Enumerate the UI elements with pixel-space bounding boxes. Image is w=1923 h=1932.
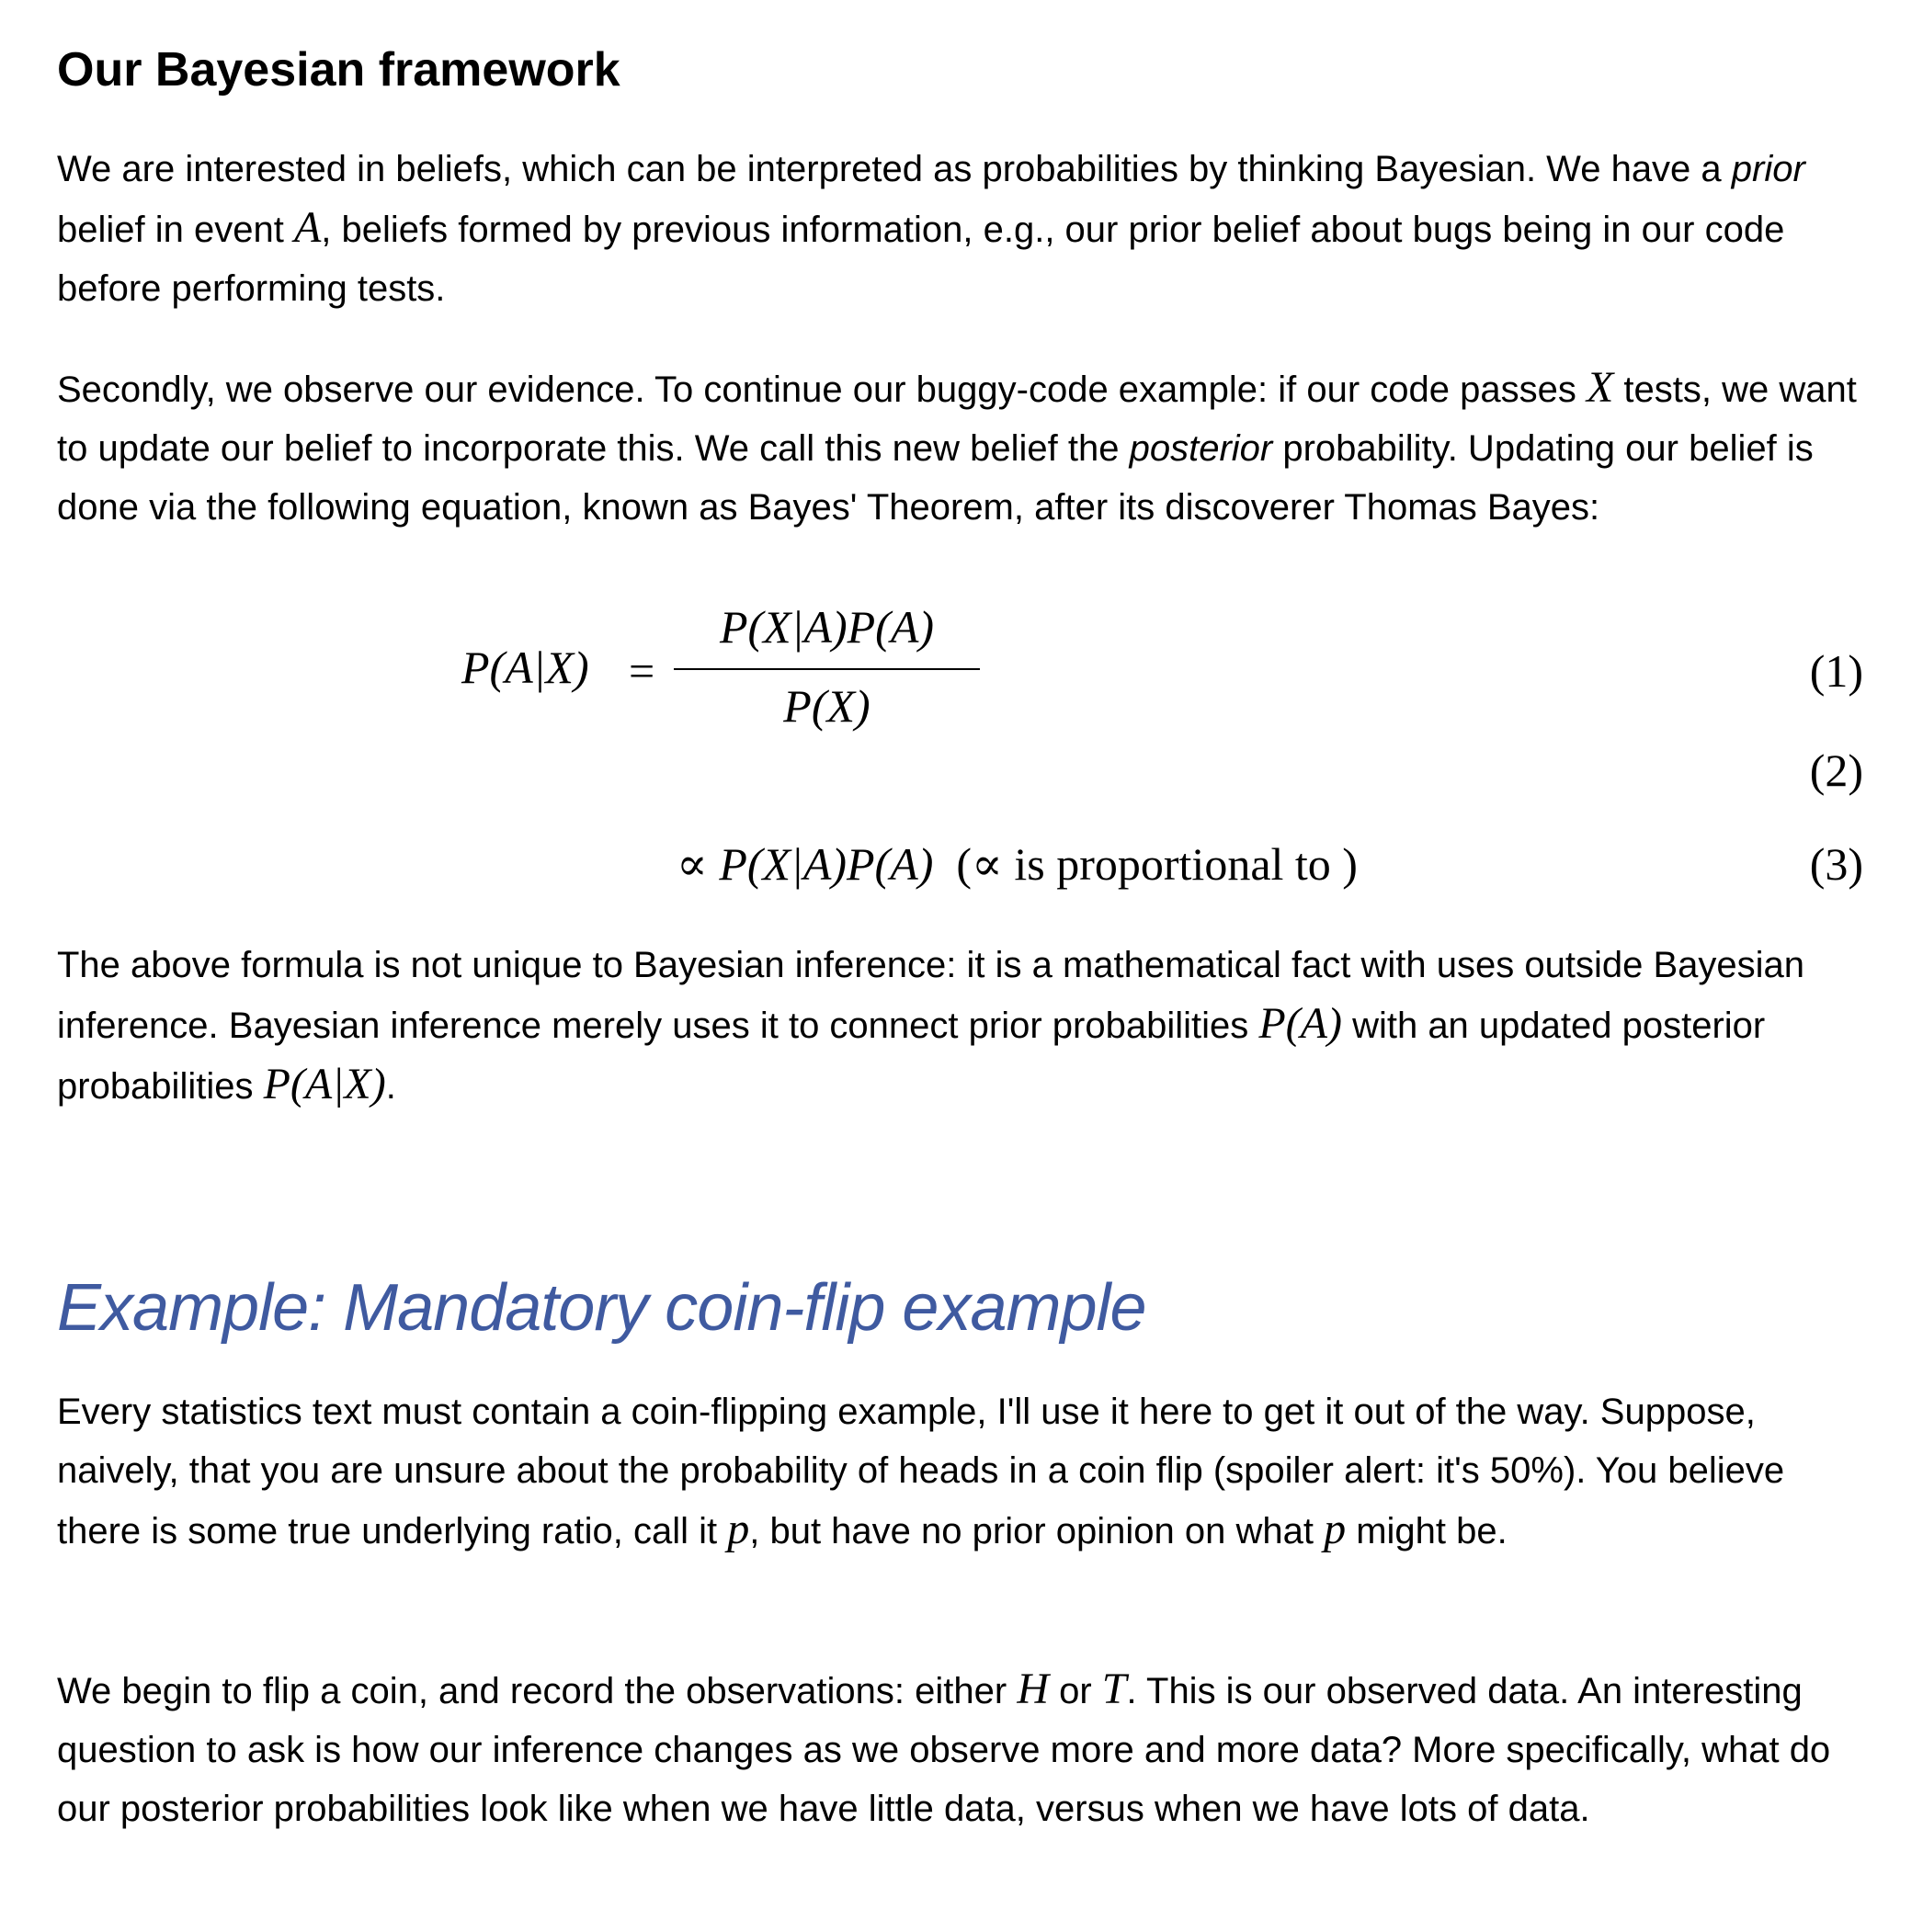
section-heading: Our Bayesian framework	[57, 43, 620, 97]
emphasis-posterior: posterior	[1129, 428, 1273, 469]
paragraph-coin-flip: Every statistics text must contain a coin-flipping example, I'll use it here to get it out of the way. Suppose, naively, that you are unsure about the probability of heads in a coin flip (spoiler alert: it's 50%). You believe there is some true underlying ratio, call it p, but have no prior opinion on what p might be.	[57, 1392, 1785, 1553]
equation-number-1: (1)	[1809, 645, 1863, 697]
equation-equals: =	[629, 645, 655, 697]
proportional-symbol: ∝	[677, 838, 708, 890]
math-P-A: P(A)	[1258, 999, 1342, 1048]
equation-numerator: P(X|A)P(A)	[719, 601, 935, 653]
math-var-p-2: p	[1324, 1505, 1347, 1553]
paragraph-formula-note: The above formula is not unique to Bayesian inference: it is a mathematical fact with uses outside Bayesian inference. Bayesian inference merely uses it to connect prior probabilities P(A) with an updated posterior probabilities P(A|X).	[57, 945, 1805, 1108]
equation-number-3: (3)	[1809, 838, 1863, 890]
math-var-X-inline: X	[1586, 363, 1614, 412]
math-P-A-given-X: P(A|X)	[263, 1060, 386, 1108]
equation-proportional: ∝ P(X|A)P(A) (∝ is proportional to )	[677, 838, 1358, 890]
fraction-bar	[674, 668, 980, 670]
paragraph-prior: We are interested in beliefs, which can be interpreted as probabilities by thinking Bayesian. We have a prior belief in event A, beliefs formed by previous information, e.g., our prior belief about bugs being in our code before performing tests.	[57, 149, 1805, 309]
equation-lhs: P(A|X)	[461, 642, 589, 693]
paragraph-evidence: Secondly, we observe our evidence. To continue our buggy-code example: if our code passes X tests, we want to update our belief to incorporate this. We call this new belief the posterior probability. Updating our belief is done via the following equation, known as Bayes' Theorem, after its discoverer Thomas Bayes:	[57, 363, 1857, 528]
equation-number-2: (2)	[1809, 744, 1863, 796]
math-var-p: p	[727, 1505, 750, 1553]
equation-denominator: P(X)	[783, 680, 870, 732]
math-var-T: T	[1101, 1665, 1127, 1713]
math-var-H: H	[1017, 1665, 1049, 1713]
proportional-note: (∝ is proportional to )	[956, 838, 1358, 890]
paragraph-observations: We begin to flip a coin, and record the observations: either H or T. This is our observed data. An interesting question to ask is how our inference changes as we observe more and more data? More specifically, what do our posterior probabilities look like when we have little data, versus when we have lots of data.	[57, 1665, 1831, 1829]
emphasis-prior: prior	[1731, 149, 1805, 189]
example-heading: Example: Mandatory coin-flip example	[57, 1271, 1146, 1345]
math-var-A: A	[293, 203, 322, 252]
